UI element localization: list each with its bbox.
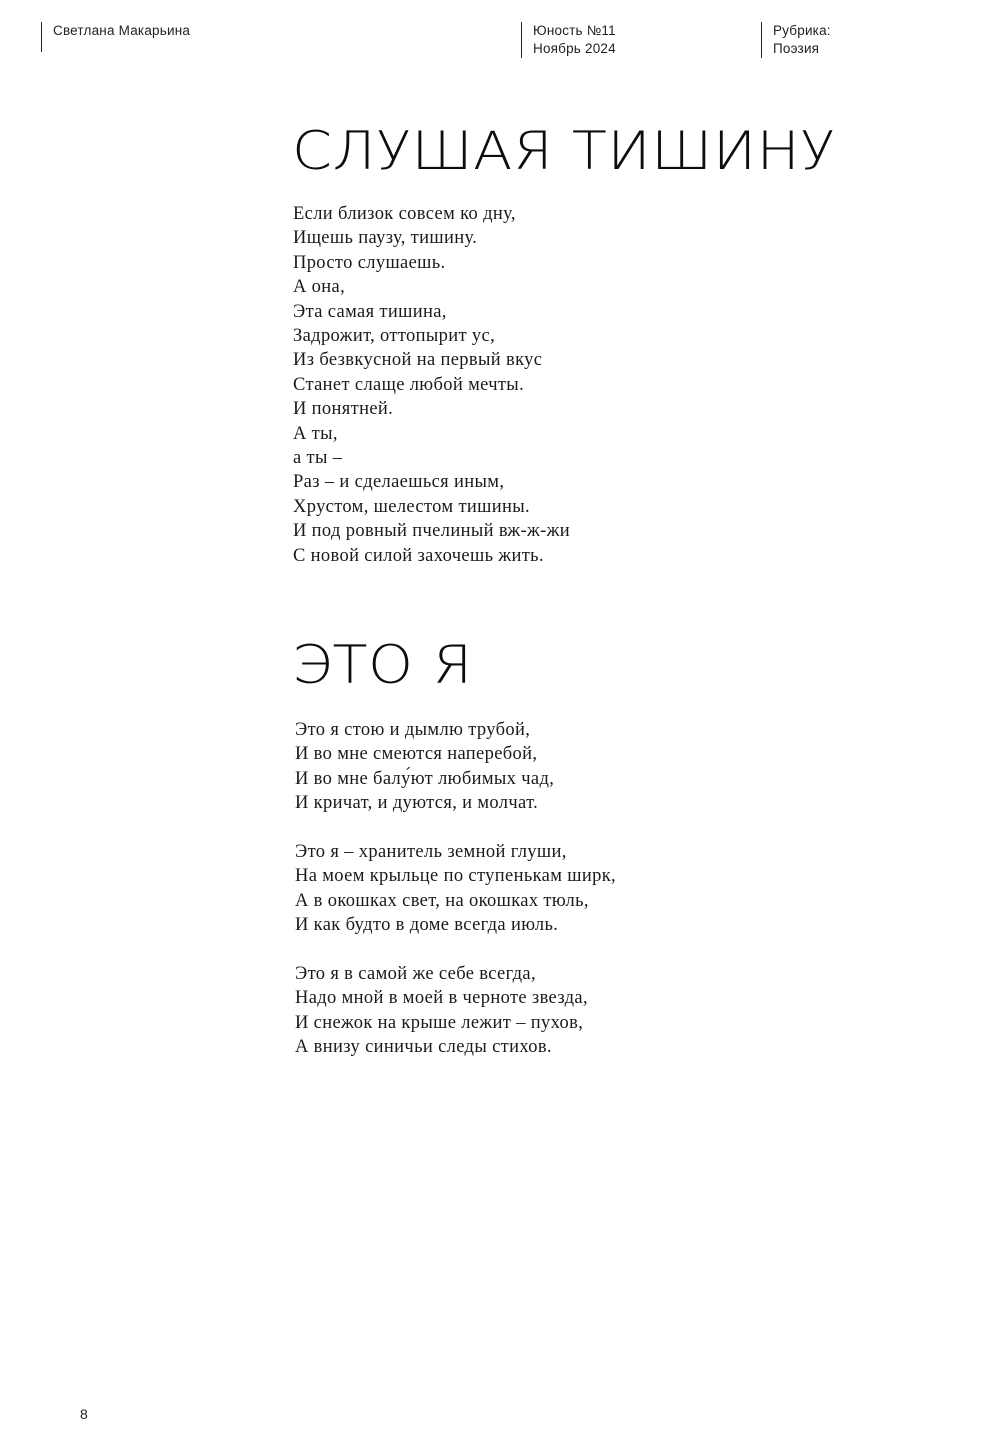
- issue-number: Юность №11: [533, 23, 616, 38]
- verse-line: Задрожит, оттопырит ус,: [293, 326, 496, 347]
- stanza: [295, 962, 616, 1060]
- verse-line: Если близок совсем ко дну,: [293, 204, 516, 224]
- verse-line: И понятней.: [293, 399, 394, 420]
- verse-line: На моем крыльце по ступенькам ширк,: [295, 866, 617, 887]
- verse-line: Из безвкусной на первый вкус: [293, 350, 543, 371]
- page-number: 8: [80, 1406, 88, 1422]
- verse-line: А ты,: [293, 423, 338, 444]
- header-author: [41, 22, 190, 52]
- verse-line: А внизу синичьи следы стихов.: [295, 1037, 552, 1058]
- verse-line: С новой силой захочешь жить.: [293, 545, 544, 566]
- rubric-value: Поэзия: [773, 41, 820, 56]
- verse-line: Хрустом, шелестом тишины.: [293, 496, 531, 517]
- stanza: [295, 840, 616, 938]
- issue-date: Ноябрь 2024: [533, 41, 616, 56]
- verse-line: Надо мной в моей в черноте звезда,: [295, 988, 588, 1009]
- verse-line: а ты –: [293, 448, 343, 469]
- verse-line: Эта самая тишина,: [293, 301, 447, 322]
- poem-title: СЛУШАЯ ТИШИНУ: [292, 121, 836, 182]
- verse-line: И во мне балу́ют любимых чад,: [295, 768, 555, 789]
- verse-line: А в окошках свет, на окошках тюль,: [295, 890, 589, 911]
- verse-line: Это я в самой же себе всегда,: [295, 964, 536, 985]
- verse-line: Это я – хранитель земной глуши,: [295, 842, 567, 863]
- header-issue: [521, 22, 616, 58]
- rubric-label: Рубрика:: [773, 23, 831, 38]
- verse-line: Раз – и сделаешься иным,: [293, 472, 505, 493]
- author-name: Светлана Макарьина: [53, 23, 191, 38]
- verse-line: И как будто в доме всегда июль.: [295, 915, 559, 936]
- verse-line: И под ровный пчелиный вж-ж-жи: [293, 521, 571, 542]
- header-rubric: [761, 22, 831, 58]
- verse-line: А она,: [293, 277, 346, 298]
- poem-body: [295, 718, 616, 1060]
- stanza: [295, 718, 616, 816]
- verse-line: Ищешь паузу, тишину.: [293, 228, 478, 249]
- verse-line: Это я стою и дымлю трубой,: [295, 720, 531, 740]
- verse-line: Просто слушаешь.: [293, 252, 446, 273]
- verse-line: Станет слаще любой мечты.: [293, 374, 525, 395]
- poem-body: [293, 202, 570, 568]
- verse-line: И снежок на крыше лежит – пухов,: [295, 1012, 584, 1033]
- verse-line: И во мне смеются наперебой,: [295, 744, 538, 765]
- verse-line: И кричат, и дуются, и молчат.: [295, 793, 539, 814]
- poem-title: ЭТО Я: [292, 635, 473, 696]
